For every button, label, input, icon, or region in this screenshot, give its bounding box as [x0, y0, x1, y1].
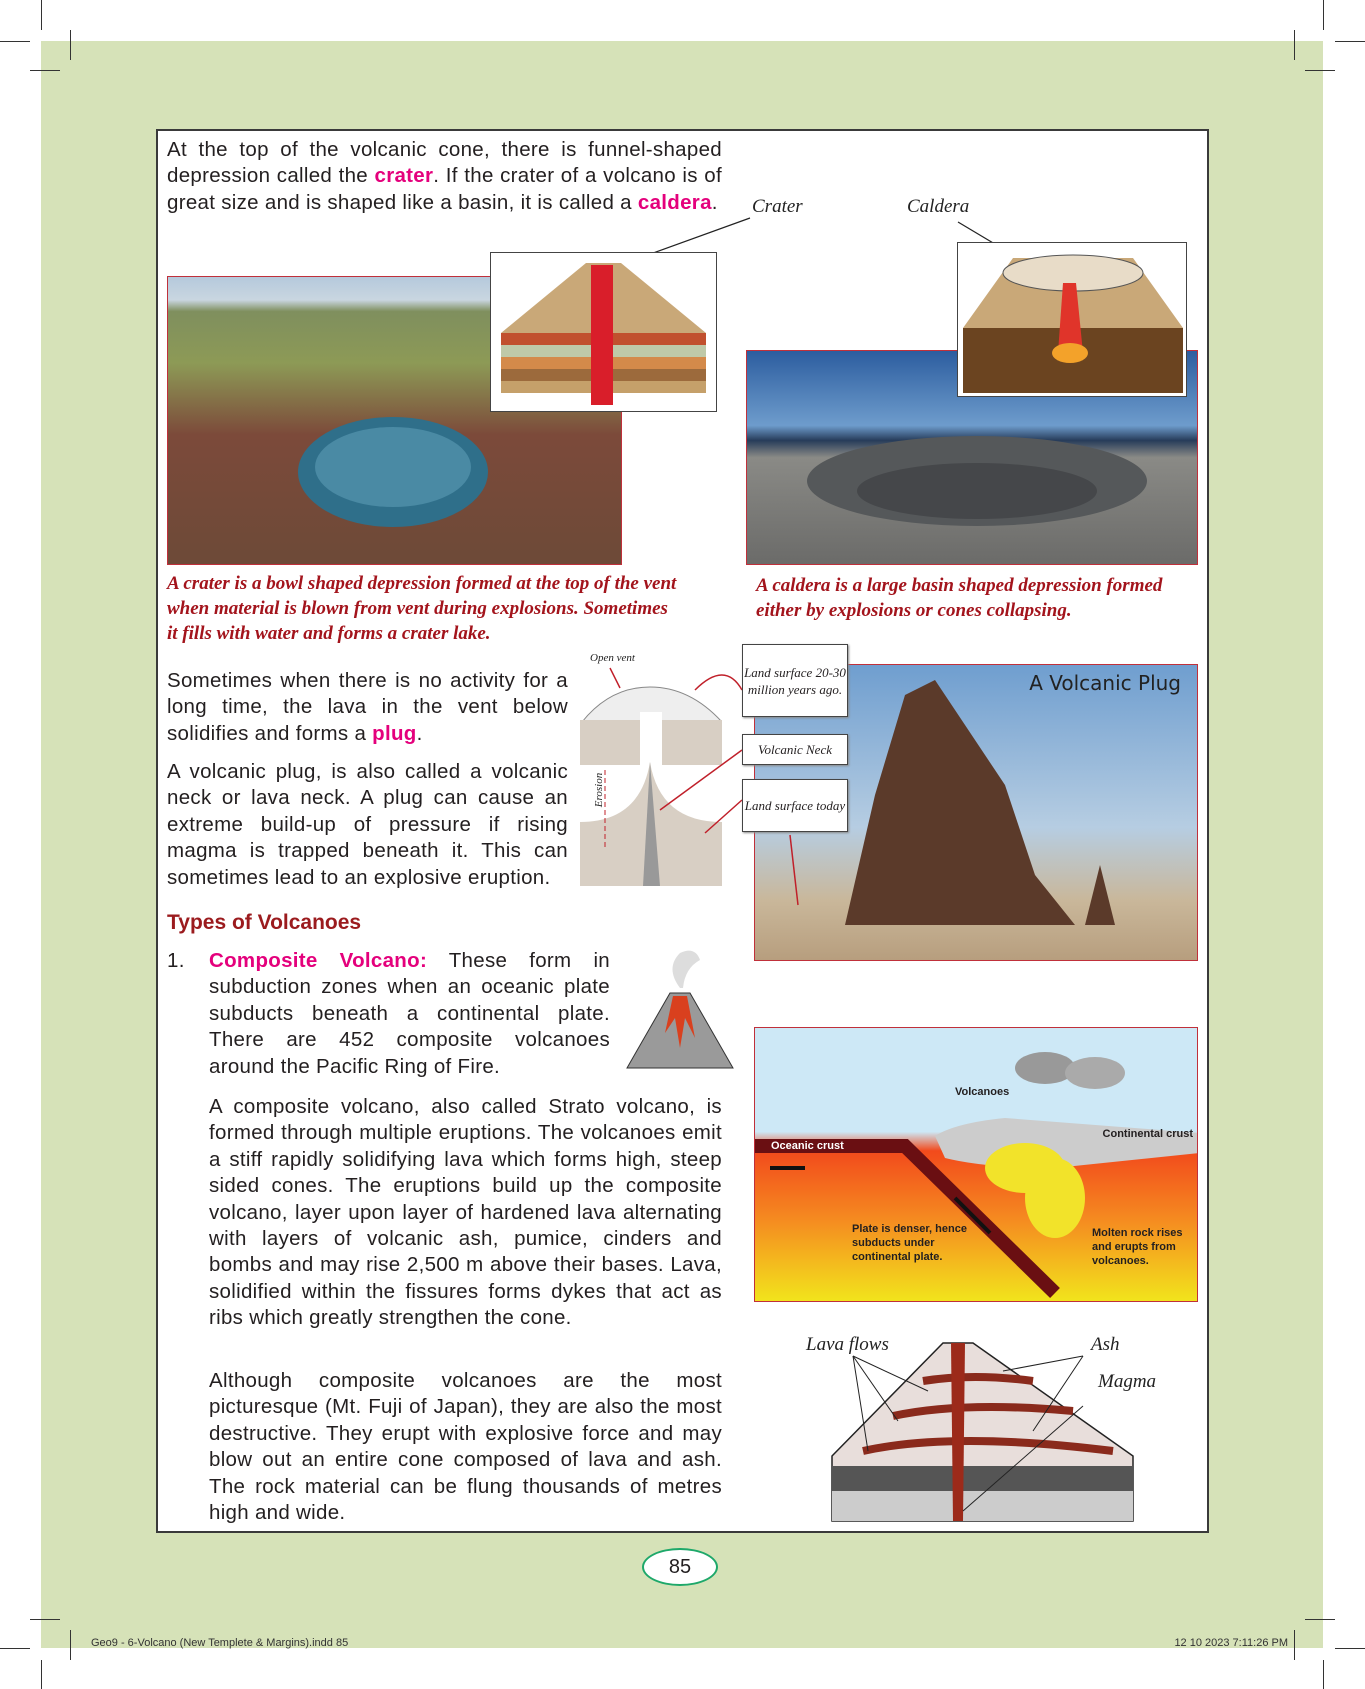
crop-mark [0, 1648, 30, 1649]
plate-denser-label: Plate is denser, hence subducts under continental plate. [852, 1223, 967, 1263]
erosion-label: Erosion [593, 772, 606, 808]
volcanoes-label: Volcanoes [955, 1086, 1010, 1098]
composite-cone-diagram [803, 1331, 1164, 1525]
crater-label: Crater [752, 196, 803, 217]
intro-paragraph [167, 137, 722, 216]
plug-paragraph-2: A volcanic plug, is also called a volcanic neck or lava neck. A plug can cause an extreme build-up of pressure if rising magma is trapped beneath it. This can sometimes lead to an explosive eruption. [167, 760, 568, 889]
caldera-caption: A caldera is a large basin shaped depression formed either by explosions or cones collapsing. [756, 575, 1163, 621]
keyword-composite-volcano: Composite Volcano: [209, 949, 428, 972]
caldera-label: Caldera [907, 196, 970, 217]
land-surface-today-label: Land surface today [742, 779, 848, 832]
crop-mark [41, 1660, 42, 1689]
text: Sometimes when there is no activity for a long time, the lava in the vent below solidifies and forms a [167, 669, 568, 745]
crop-mark [30, 70, 60, 71]
composite-volcano-intro [209, 948, 610, 1080]
types-heading: Types of Volcanoes [167, 911, 362, 934]
composite-destructive-paragraph: Although composite volcanoes are the most picturesque (Mt. Fuji of Japan), they are also the most destructive. They erupt with explosive force and may blow out an entire cone composed of lava and ash. The rock material can be flung thousands of metres high and wide. [209, 1369, 722, 1525]
magma-label: Magma [1098, 1371, 1157, 1392]
crop-mark [1323, 1660, 1324, 1689]
crater-cross-section-diagram [490, 252, 717, 412]
crop-mark [30, 1619, 60, 1620]
crop-mark [1335, 41, 1365, 42]
lava-flows-label: Lava flows [806, 1334, 889, 1355]
text: . [416, 721, 423, 745]
open-vent-label: Open vent [590, 652, 635, 664]
footer-file-info: Geo9 - 6-Volcano (New Templete & Margins).indd 85 [91, 1637, 349, 1649]
text: . If the crater of a volcano is of great size and is shaped like a basin, it is called a [167, 164, 722, 214]
ash-label: Ash [1091, 1334, 1120, 1355]
oceanic-crust-label: Oceanic crust [771, 1140, 844, 1152]
text: . [711, 190, 718, 214]
caldera-cross-section-diagram [957, 242, 1187, 397]
volcanic-plug-title: A Volcanic Plug [1029, 671, 1181, 695]
list-number: 1. [167, 949, 185, 972]
crop-mark [1294, 1630, 1295, 1660]
land-surface-past-label: Land surface 20-30 million years ago. [742, 644, 848, 717]
page-number: 85 [642, 1548, 718, 1586]
keyword-plug: plug [372, 721, 417, 745]
continental-crust-label: Continental crust [1102, 1128, 1193, 1140]
crop-mark [1323, 0, 1324, 30]
crater-caption: A crater is a bowl shaped depression formed at the top of the vent when material is blown from vent during explosions. Sometimes it fills with water and forms a crater lake. [167, 573, 677, 644]
crop-mark [70, 30, 71, 60]
crop-mark [41, 0, 42, 30]
crop-mark [1305, 70, 1335, 71]
volcanic-neck-label: Volcanic Neck [742, 734, 848, 765]
text: These form in subduction zones when an oceanic plate subducts beneath a continental plate. There are 452 composite volcanoes around the Pacific Ring of Fire. [209, 949, 610, 1078]
crop-mark [1294, 30, 1295, 60]
crop-mark [0, 41, 30, 42]
composite-volcano-icon [625, 948, 735, 1072]
plug-paragraph-1 [167, 668, 568, 747]
footer-timestamp: 12 10 2023 7:11:26 PM [1174, 1637, 1288, 1649]
molten-rock-label: Molten rock rises and erupts from volcanoes. [1092, 1227, 1183, 1267]
keyword-caldera: caldera [637, 190, 712, 214]
crop-mark [1335, 1648, 1365, 1649]
keyword-crater: crater [374, 164, 434, 188]
subduction-zone-diagram [754, 1027, 1198, 1302]
crop-mark [70, 1630, 71, 1660]
text: At the top of the volcanic cone, there is funnel-shaped depression called the [167, 138, 722, 188]
composite-volcano-paragraph: A composite volcano, also called Strato volcano, is formed through multiple eruptions. The volcanoes emit a stiff rapidly solidifying lava which forms high, steep sided cones. The eruptions build up the composite volcano, layer upon layer of hardened lava alternating with layers of volcanic ash, pumice, cinders and bombs and may rise 2,500 m above their bases. Lava, solidified within the fissures forms dykes that act as ribs which greatly strengthen the cone. [209, 1095, 722, 1330]
crop-mark [1305, 1619, 1335, 1620]
